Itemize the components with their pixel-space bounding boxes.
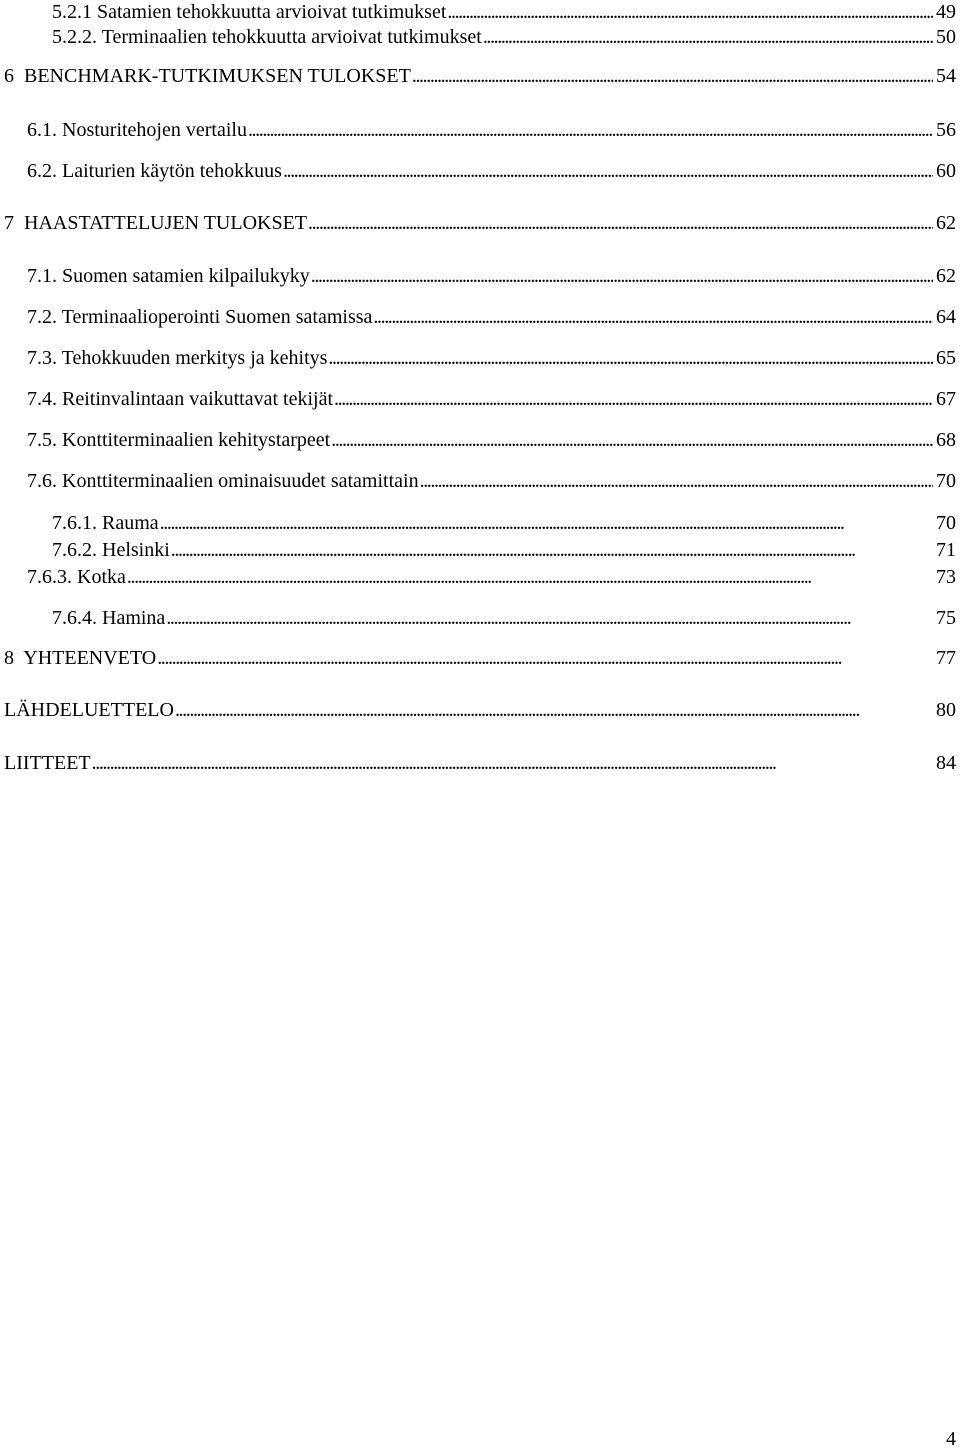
dot-leader [420,469,933,493]
dot-leader [483,25,933,49]
toc-entry [4,211,956,235]
toc-entry-label: 7.6.1. Rauma [52,512,159,534]
dot-leader [412,64,933,88]
toc-entry-label: 7.2. Terminaalioperointi Suomen satamissa [27,306,373,328]
toc-entry-page: 54 [936,65,956,87]
toc-entry-page: 70 [936,512,956,534]
toc-entry [52,538,956,562]
toc-entry [4,751,956,775]
toc-entry-label: 6.2. Laiturien käytön tehokkuus [27,160,282,182]
dot-leader [373,305,933,329]
toc-entry [27,387,956,411]
toc-entry [27,565,956,589]
toc-entry-label: 7.5. Konttiterminaalien kehitystarpeet [27,429,331,451]
toc-entry-label: 7.6. Konttiterminaalien ominaisuudet satamittain [27,470,419,492]
toc-entry-page: 84 [936,752,956,774]
toc-entry [27,264,956,288]
page-number: 4 [946,1428,956,1450]
toc-entry [52,511,956,535]
toc-entry [27,118,956,142]
dot-leader [308,211,933,235]
toc-entry-label: 8 YHTEENVETO [4,647,157,669]
toc-entry [52,25,956,49]
toc-entry [4,64,956,88]
dot-leader [328,346,933,370]
dot-leader [447,0,933,24]
dot-leader [248,118,933,142]
toc-entry-label: 7.6.2. Helsinki [52,539,170,561]
toc-entry-page: 64 [936,306,956,328]
toc-entry-page: 56 [936,119,956,141]
toc-entry [4,646,956,670]
toc-entry-page: 68 [936,429,956,451]
toc-entry-label: 6 BENCHMARK-TUTKIMUKSEN TULOKSET [4,65,411,87]
dot-leader [160,511,933,535]
toc-entry [52,0,956,24]
toc-entry-label: 7.4. Reitinvalintaan vaikuttavat tekijät [27,388,334,410]
toc-entry-page: 65 [936,347,956,369]
toc-entry-label: 7.6.4. Hamina [52,607,166,629]
toc-entry [27,346,956,370]
dot-leader [283,159,933,183]
dot-leader [127,565,933,589]
toc-entry [27,305,956,329]
toc-entry-page: 77 [936,647,956,669]
dot-leader [331,428,933,452]
dot-leader [92,751,933,775]
toc-entry-page: 67 [936,388,956,410]
dot-leader [171,538,933,562]
toc-entry-label: 5.2.2. Terminaalien tehokkuutta arvioivat tutkimukset [52,26,482,48]
toc-entry [27,469,956,493]
toc-entry-label: 6.1. Nosturitehojen vertailu [27,119,247,141]
toc-entry-label: LIITTEET [4,752,91,774]
toc-entry [27,159,956,183]
toc-entry-label: 7.3. Tehokkuuden merkitys ja kehitys [27,347,328,369]
toc-entry [27,428,956,452]
toc-entry [52,606,956,630]
toc-entry-page: 50 [936,26,956,48]
toc-entry-page: 49 [936,1,956,23]
toc-entry-page: 71 [936,539,956,561]
toc-entry-page: 73 [936,566,956,588]
dot-leader [175,698,933,722]
dot-leader [166,606,933,630]
dot-leader [334,387,933,411]
toc-entry-label: 7.1. Suomen satamien kilpailukyky [27,265,310,287]
toc-entry-page: 60 [936,160,956,182]
toc-entry-label: 7.6.3. Kotka [27,566,126,588]
toc-entry-page: 62 [936,212,956,234]
toc-entry-label: 5.2.1 Satamien tehokkuutta arvioivat tutkimukset [52,1,447,23]
toc-entry-page: 62 [936,265,956,287]
toc-entry-page: 70 [936,470,956,492]
toc-entry-page: 75 [936,607,956,629]
dot-leader [157,646,933,670]
toc-entry [4,698,956,722]
toc-entry-label: LÄHDELUETTELO [4,699,174,721]
toc-entry-page: 80 [936,699,956,721]
toc-entry-label: 7 HAASTATTELUJEN TULOKSET [4,212,308,234]
dot-leader [311,264,933,288]
